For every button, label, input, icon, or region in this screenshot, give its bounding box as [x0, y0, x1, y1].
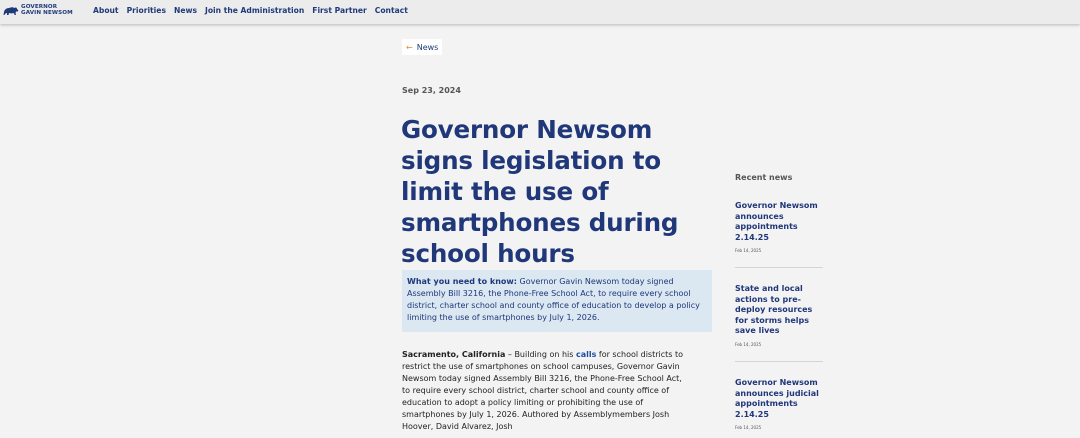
recent-news-title: State and local actions to pre-deploy resources for storms helps save lives [735, 284, 813, 335]
nav-about[interactable]: About [93, 6, 119, 15]
recent-news-date: Feb 14, 2025 [735, 425, 762, 430]
body-post: for school districts to restrict the use of smartphones on school campuses, Governor Gavin Newsom today signed Assembly Bill 3216, the Phone-Free School Act, to require every school district, charter school and county office of education to adopt a policy limiting or prohibiting the use of smartphones by July 1, 2026. Authored by Assemblymembers Josh Hoover, David Alvarez, Josh [402, 350, 684, 431]
recent-news-title: Governor Newsom announces judicial appointments 2.14.25 [735, 378, 819, 419]
summary-lead: What you need to know: [407, 277, 517, 286]
body-place: Sacramento, California [402, 350, 506, 359]
bear-icon [3, 5, 19, 16]
nav-contact[interactable]: Contact [374, 6, 408, 15]
logo-text: GOVERNOR GAVIN NEWSOM [21, 4, 73, 16]
nav-join-administration[interactable]: Join the Administration [205, 6, 305, 15]
top-navigation-bar [0, 0, 1080, 24]
divider [735, 267, 823, 268]
summary-text: Governor Gavin Newsom today signed Assembly Bill 3216, the Phone-Free School Act, to require every school district, charter school and county office of education to develop a policy limiting the use of smartphones by July 1, 2026. [407, 277, 700, 322]
recent-news-heading: Recent news [735, 173, 793, 182]
site-logo[interactable] [3, 4, 73, 16]
recent-news-date: Feb 14, 2025 [735, 341, 762, 347]
summary-box [402, 270, 712, 332]
recent-news-date: Feb 14, 2025 [735, 248, 762, 253]
calls-link[interactable]: calls [575, 350, 597, 359]
back-link-label: News [416, 42, 439, 52]
article-headline: Governor Newsom signs legislation to limit the use of smartphones during school hours [401, 115, 679, 268]
divider [735, 361, 823, 362]
recent-news-item[interactable] [735, 378, 823, 430]
arrow-left-icon: ← [406, 42, 413, 52]
nav-priorities[interactable]: Priorities [126, 6, 166, 15]
back-to-news-link[interactable] [402, 39, 442, 55]
article-body [402, 349, 692, 433]
recent-news-item[interactable] [735, 201, 823, 253]
article-date: Sep 23, 2024 [402, 86, 461, 95]
recent-news-item[interactable] [735, 284, 823, 347]
nav-news[interactable]: News [173, 6, 198, 15]
recent-news-title: Governor Newsom announces appointments 2.14.25 [735, 201, 818, 242]
main-nav [93, 6, 416, 15]
nav-first-partner[interactable]: First Partner [312, 6, 367, 15]
body-pre: – Building on his [505, 350, 576, 359]
